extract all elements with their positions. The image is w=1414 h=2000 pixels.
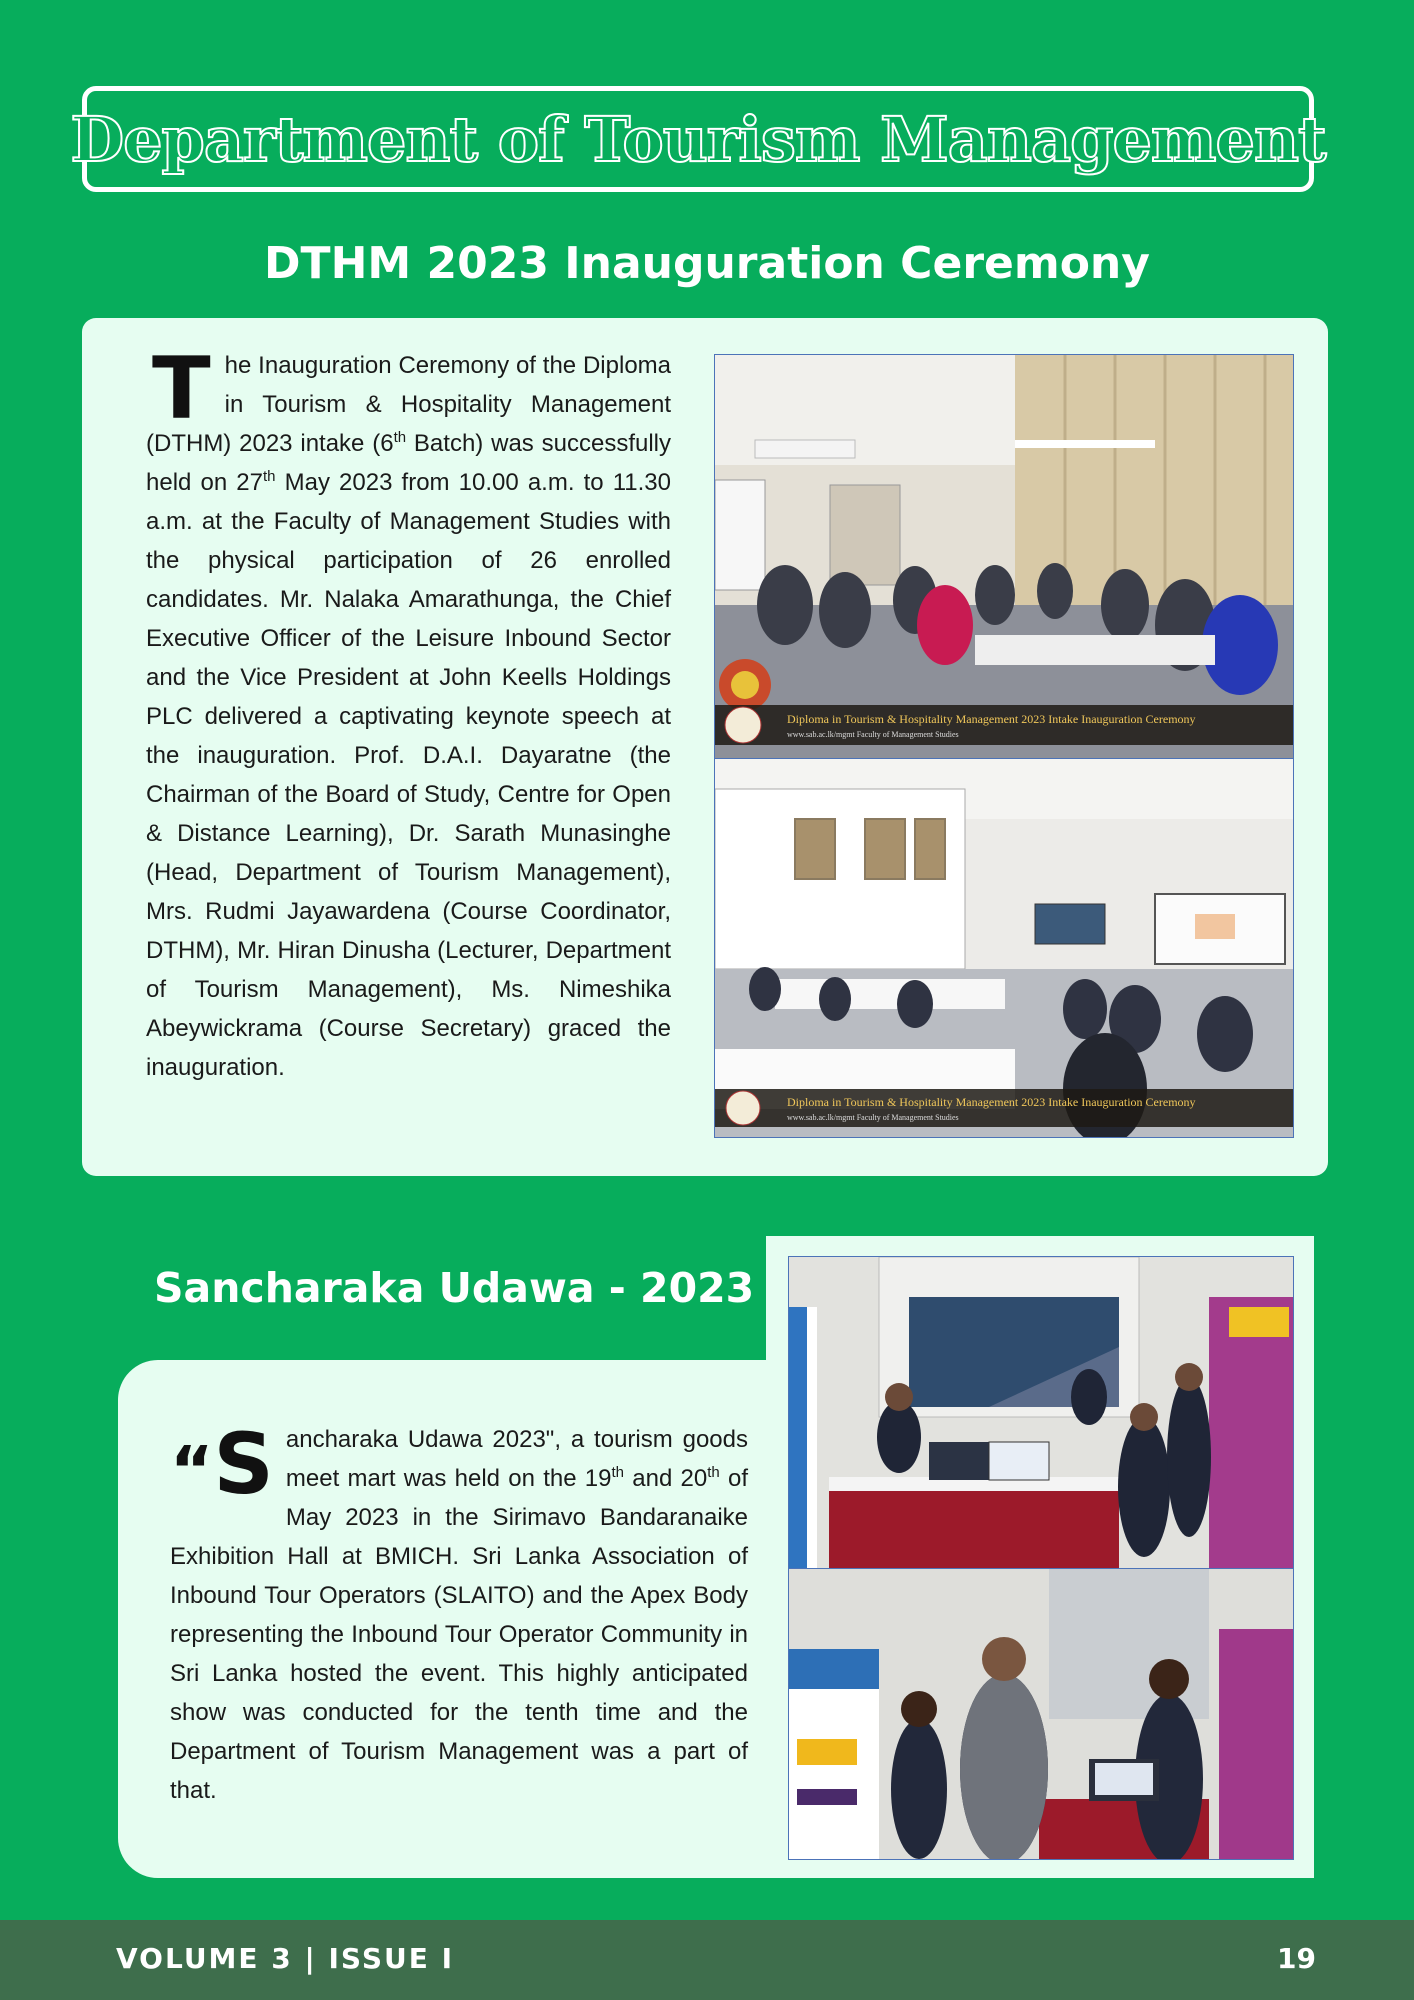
inauguration-photo-2 — [714, 758, 1294, 1138]
footer — [0, 1920, 1414, 2000]
section1-paragraph: The Inauguration Ceremony of the Diploma in Tourism & Hospitality Management (DTHM) 2023 intake (6th Batch) was successfully held on 27th May 2023 from 10.00 a.m. to 11.30 a.m. at the Faculty of Management Studies with the physical participation of 26 enrolled candidates. Mr. Nalaka Amarathunga, the Chief Executive Officer of the Leisure Inbound Sector and the Vice President at John Keells Holdings PLC delivered a captivating keynote speech at the inauguration. Prof. D.A.I. Dayaratne (the Chairman of the Board of Study, Centre for Open & Distance Learning), Dr. Sarath Munasinghe (Head, Department of Tourism Management), Mrs. Rudmi Jayawardena (Course Coordinator, DTHM), Mr. Hiran Dinusha (Lecturer, Department of Tourism Management), Ms. Nimeshika Abeywickrama (Course Secretary) graced the inauguration. — [146, 339, 672, 1081]
page-title: Department of Tourism Management — [70, 102, 1326, 176]
photo2-subcaption: www.sab.ac.lk/mgmt Faculty of Management Studies — [787, 1113, 959, 1122]
footer-issue: VOLUME 3 | ISSUE I — [116, 1942, 455, 1975]
page-number: 19 — [1277, 1942, 1316, 1975]
photo1-caption: Diploma in Tourism & Hospitality Management 2023 Intake Inauguration Ceremony — [787, 712, 1196, 726]
photo1-subcaption: www.sab.ac.lk/mgmt Faculty of Management Studies — [787, 730, 959, 739]
section2-paragraph: “S ancharaka Udawa 2023", a tourism goods meet mart was held on the 19th and 20th of May 2023 in the Sirimavo Bandaranaike Exhibition Hall at BMICH. Sri Lanka Association of Inbound Tour Operators (SLAITO) and the Apex Body representing the Inbound Tour Operator Community in Sri Lanka hosted the event. This highly anticipated show was conducted for the tenth time and the Department of Tourism Management was a part of that. — [170, 1415, 749, 1804]
section1-dropcap: T — [152, 339, 211, 439]
section1-card — [82, 318, 1328, 1176]
inauguration-photo-1 — [714, 354, 1294, 760]
section1-title: DTHM 2023 Inauguration Ceremony — [264, 238, 1150, 289]
photo2-caption: Diploma in Tourism & Hospitality Management 2023 Intake Inauguration Ceremony — [787, 1095, 1196, 1109]
section2-dropcap: “S — [170, 1415, 274, 1513]
sancharaka-photo-1 — [788, 1256, 1294, 1570]
section2-title: Sancharaka Udawa - 2023 — [154, 1264, 755, 1312]
header-banner — [70, 86, 1326, 192]
sancharaka-photo-2 — [788, 1568, 1294, 1860]
